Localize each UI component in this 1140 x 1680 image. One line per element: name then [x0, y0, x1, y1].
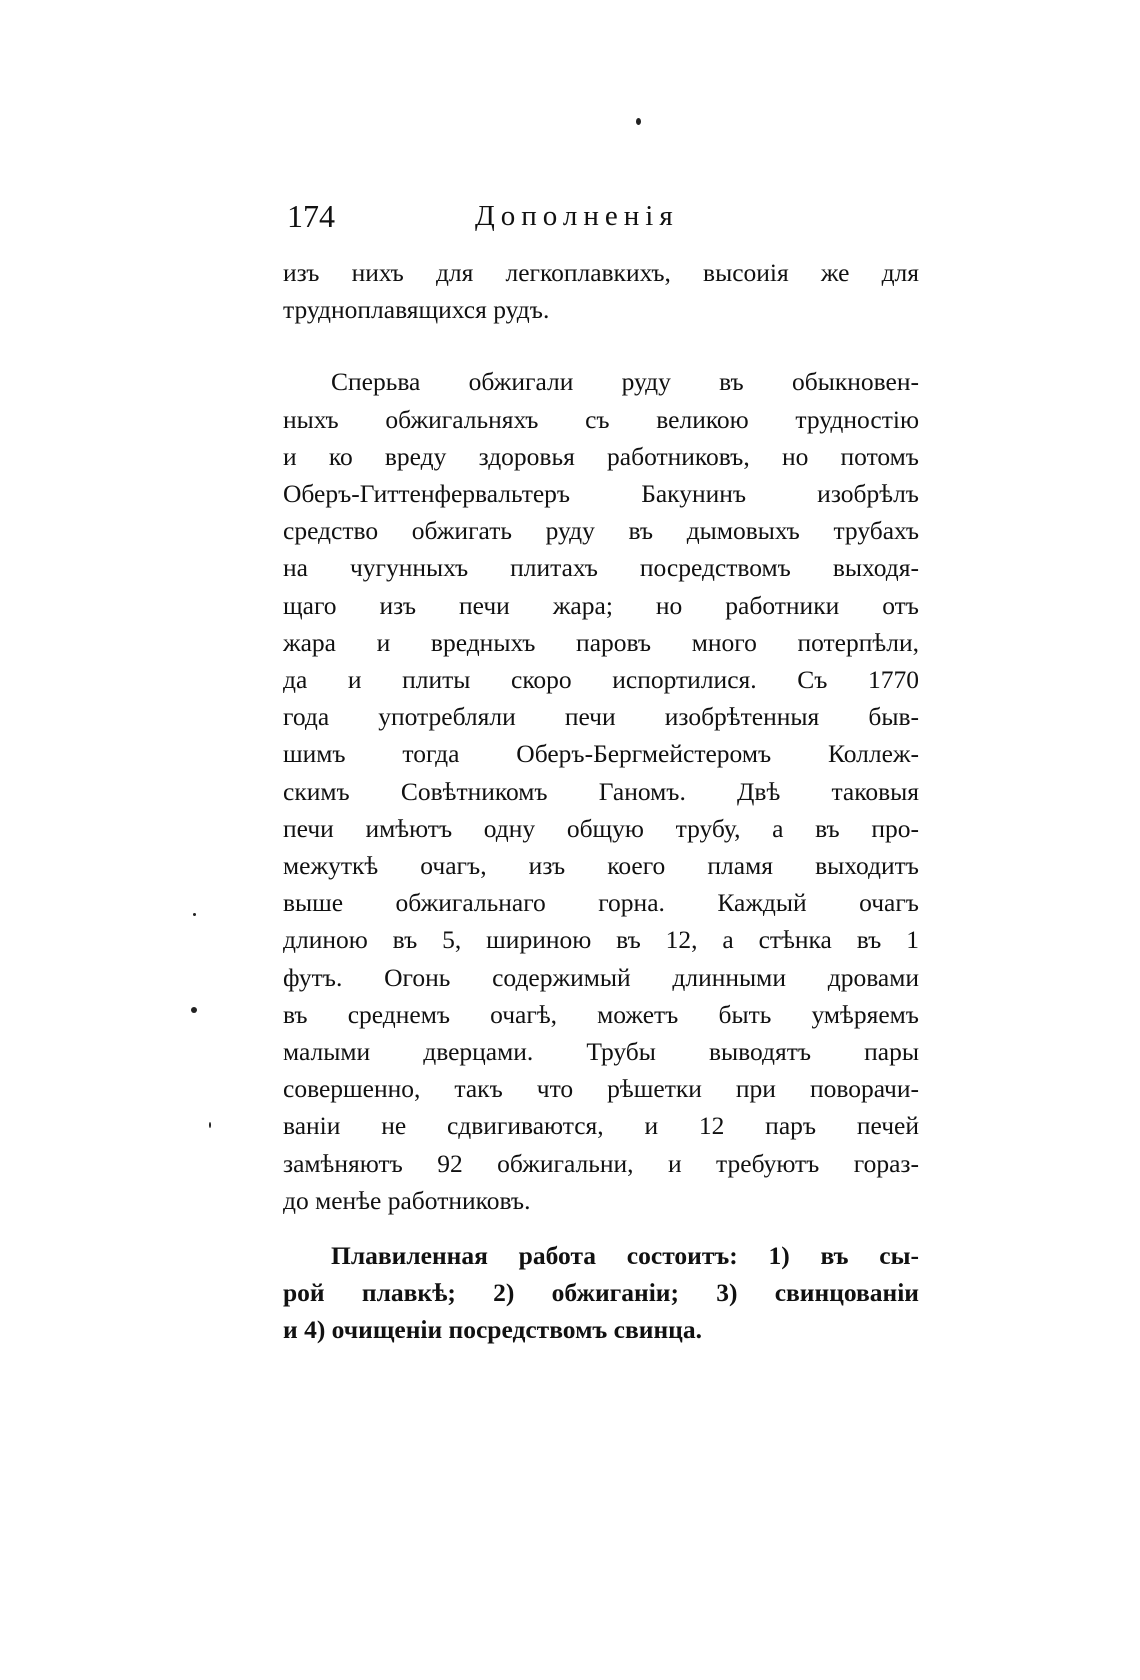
- paragraph-1: [283, 254, 919, 328]
- scan-speck: [636, 118, 641, 125]
- text-line: Сперьва обжигали руду въ обыкновен-: [331, 367, 919, 397]
- text-line: межуткѣ очагъ, изъ коего пламя выходитъ: [283, 851, 919, 881]
- paragraph-3: [283, 1237, 919, 1349]
- scan-speck: [191, 1007, 197, 1013]
- paragraph-2: [283, 363, 919, 1219]
- text-line: трудноплавящихся рудъ.: [283, 295, 550, 325]
- body-text: [283, 254, 919, 1349]
- text-line: средство обжигать руду въ дымовыхъ трубахъ: [283, 516, 919, 546]
- text-line: выше обжигальнаго горна. Каждый очагъ: [283, 888, 919, 918]
- text-line: года употребляли печи изобрѣтенныя быв-: [283, 702, 919, 732]
- text-line: замѣняютъ 92 обжигальни, и требуютъ гораз-: [283, 1148, 919, 1178]
- text-line: ваніи не сдвигиваются, и 12 паръ печей: [283, 1111, 919, 1141]
- text-line: длиною въ 5, шириною въ 12, а стѣнка въ 1: [283, 925, 919, 955]
- text-line: рой плавкѣ; 2) обжиганіи; 3) свинцованіи: [283, 1278, 919, 1308]
- page-number: 174: [287, 198, 335, 234]
- text-line: футъ. Огонь содержимый длинными дровами: [283, 962, 919, 992]
- page-header: [287, 192, 927, 240]
- text-line: и ко вреду здоровья работниковъ, но потомъ: [283, 441, 919, 471]
- text-line: изъ нихъ для легкоплавкихъ, высоиія же для: [283, 258, 919, 287]
- scan-speck: [193, 913, 196, 916]
- text-line: ныхъ обжигальняхъ съ великою трудностію: [283, 404, 919, 434]
- text-line: Плавиленная работа состоитъ: 1) въ сы-: [331, 1241, 919, 1271]
- text-line: въ среднемъ очагѣ, можетъ быть умѣряемъ: [283, 999, 919, 1029]
- text-line: шимъ тогда Оберъ-Бергмейстеромъ Коллеж-: [283, 739, 919, 769]
- text-line: до менѣе работниковъ.: [283, 1185, 531, 1215]
- text-line: да и плиты скоро испортилися. Съ 1770: [283, 665, 919, 695]
- text-line: Оберъ-Гиттенфервальтеръ Бакунинъ изобрѣлъ: [283, 479, 919, 509]
- text-line: совершенно, такъ что рѣшетки при поворачи-: [283, 1074, 919, 1104]
- text-line: жара и вредныхъ паровъ много потерпѣли,: [283, 627, 919, 657]
- text-line: печи имѣютъ одну общую трубу, а въ про-: [283, 813, 919, 843]
- scan-speck: [209, 1122, 211, 1128]
- text-line: малыми дверцами. Трубы выводятъ пары: [283, 1037, 919, 1067]
- text-line: скимъ Совѣтникомъ Ганомъ. Двѣ таковыя: [283, 776, 919, 806]
- text-line: щаго изъ печи жара; но работники отъ: [283, 590, 919, 620]
- text-line: и 4) очищеніи посредствомъ свинца.: [283, 1315, 702, 1345]
- running-head: Дополненія: [475, 200, 679, 232]
- text-line: на чугунныхъ плитахъ посредствомъ выходя-: [283, 553, 919, 583]
